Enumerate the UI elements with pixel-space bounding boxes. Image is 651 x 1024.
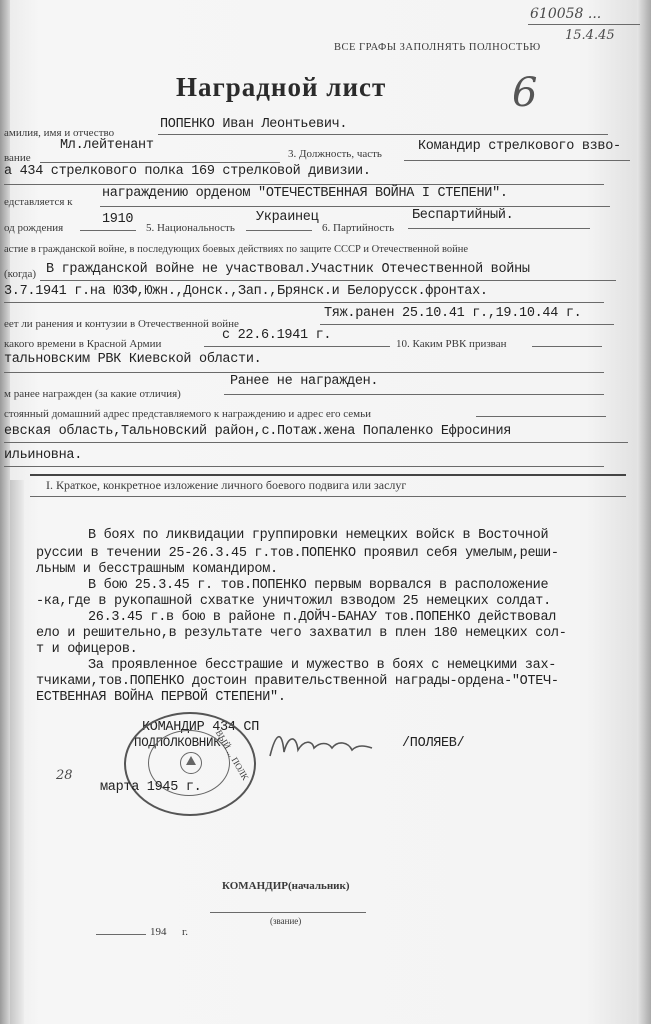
date-day: 28 [56,768,73,783]
presented-value: награждению орденом "ОТЕЧЕСТВЕННАЯ ВОЙНА I СТЕПЕНИ". [102,186,508,201]
rvk-line [4,372,604,373]
archive-date: 15.4.45 [565,28,615,43]
prev-awards-label: м ранее награжден (за какие отличия) [4,388,181,400]
position-line-2 [4,184,604,185]
stamp-star-icon [186,756,196,765]
address-line-top [476,416,606,417]
presented-line [100,206,610,207]
rank-caption: (звание) [270,916,302,926]
name-label: амилия, имя и отчество [4,127,115,139]
deed-line-10: тчиками,тов.ПОПЕНКО достоин правительственной награды-ордена-"ОТЕЧ- [36,674,559,689]
war-when-label: (когда) [4,268,37,280]
birth-line [80,230,136,231]
nationality-line [246,230,312,231]
rank-line [40,162,280,163]
war-label: астие в гражданской войне, в последующих боевых действиях по защите СССР и Отечественной войне [4,244,469,255]
address-label: стоянный домашний адрес представляемого к награждению и адрес его семьи [4,408,371,420]
page-number: 6 [512,70,538,116]
position-label: 3. Должность, часть [288,148,382,160]
rvk-label: 10. Каким РВК призван [396,338,507,350]
birth-value: 1910 [102,212,134,227]
name-line [158,134,608,135]
deed-line-9: За проявленное бесстрашие и мужество в боях с немецкими зах- [88,658,557,673]
address-line-2 [4,466,604,467]
commander-title-1: КОМАНДИР 434 СП [142,720,260,735]
party-value: Беспартийный. [412,208,514,223]
wounds-value: Тяж.ранен 25.10.41 г.,19.10.44 г. [324,306,582,321]
army-line [204,346,390,347]
war-value-1: В гражданской войне не участвовал.Участник Отечественной войны [46,262,530,277]
official-stamp [124,712,256,816]
position-value-1: Командир стрелкового взво- [418,139,621,154]
binding-strip [10,480,24,1024]
deed-line-7: ело и решительно,в результате чего захватил в плен 180 немецких сол- [36,626,567,641]
army-label: какого времени в Красной Армии [4,338,162,350]
stamp-text: ВЫЙ ... ПОЛК [213,728,251,782]
deed-line-8: т и офицеров. [36,642,138,657]
rank-label: вание [4,152,31,164]
commander-name: /ПОЛЯЕВ/ [402,736,465,751]
nationality-label: 5. Национальность [146,222,235,234]
birth-label: од рождения [4,222,64,234]
commander-title-2: ПОДПОЛКОВНИК [134,736,221,750]
rank-value: Мл.лейтенант [60,138,154,153]
deed-line-3: льным и бесстрашным командиром. [36,562,278,577]
rvk-value: тальновским РВК Киевской области. [4,352,262,367]
archive-code: 610058 ... [530,6,602,22]
wounds-label: еет ли ранения и контузии в Отечественной войне [4,318,239,330]
commander-label: КОМАНДИР(начальник) [222,880,350,892]
prev-awards-line [224,394,604,395]
address-value-1: евская область,Тальновский район,с.Потаж.жена Попаленко Ефросиния [4,424,512,439]
deed-line-11: ЕСТВЕННАЯ ВОЙНА ПЕРВОЙ СТЕПЕНИ". [36,690,286,705]
address-line-1 [4,442,628,443]
position-value-2: а 434 стрелкового полка 169 стрелковой дивизии. [4,164,371,179]
deed-line-5: -ка,где в рукопашной схватке уничтожил взводом 25 немецких солдат. [36,594,551,609]
section-rule-top [30,474,626,476]
name-value: ПОПЕНКО Иван Леонтьевич. [160,117,348,132]
nationality-value: Украинец [256,210,319,225]
deed-line-2: руссии в течении 25-26.3.45 г.тов.ПОПЕНКО проявил себя умелым,реши- [36,546,559,561]
instruction-text: ВСЕ ГРАФЫ ЗАПОЛНЯТЬ ПОЛНОСТЬЮ [334,42,541,53]
party-label: 6. Партийность [322,222,395,234]
prev-awards-value: Ранее не награжден. [230,374,379,389]
deed-line-4: В бою 25.3.45 г. тов.ПОПЕНКО первым ворвался в расположение [88,578,549,593]
deed-line-1: В боях по ликвидации группировки немецких войск в Восточной [88,528,549,543]
wounds-line [320,324,614,325]
presented-label: едставляется к [4,196,73,208]
war-value-2: 3.7.1941 г.на Ю3Ф,Южн.,Донск.,Зап.,Брянск.и Белорусск.фронтах. [4,284,488,299]
section-heading: I. Краткое, конкретное изложение личного боевого подвига или заслуг [46,478,407,492]
army-value: с 22.6.1941 г. [222,328,332,343]
bottom-year-suffix: г. [182,926,189,938]
deed-line-6: 26.3.45 г.в бою в районе п.ДОЙЧ-БАНАУ тов.ПОПЕНКО действовал [88,610,557,625]
page-edge-right [637,0,651,1024]
page-title: Наградной лист [176,72,387,102]
rank-signature-line [210,912,366,913]
date-month: марта 1945 г. [100,780,202,795]
rvk-line-top [532,346,602,347]
bottom-year: 194 [150,926,167,938]
party-line [408,228,590,229]
date-blank-line [96,934,146,935]
war-line-1 [40,280,616,281]
war-line-2 [4,302,604,303]
archive-underline [528,24,640,25]
commander-signature [262,722,382,768]
section-rule-bottom [30,496,626,497]
address-value-2: ильиновна. [4,448,83,463]
position-line [404,160,630,161]
